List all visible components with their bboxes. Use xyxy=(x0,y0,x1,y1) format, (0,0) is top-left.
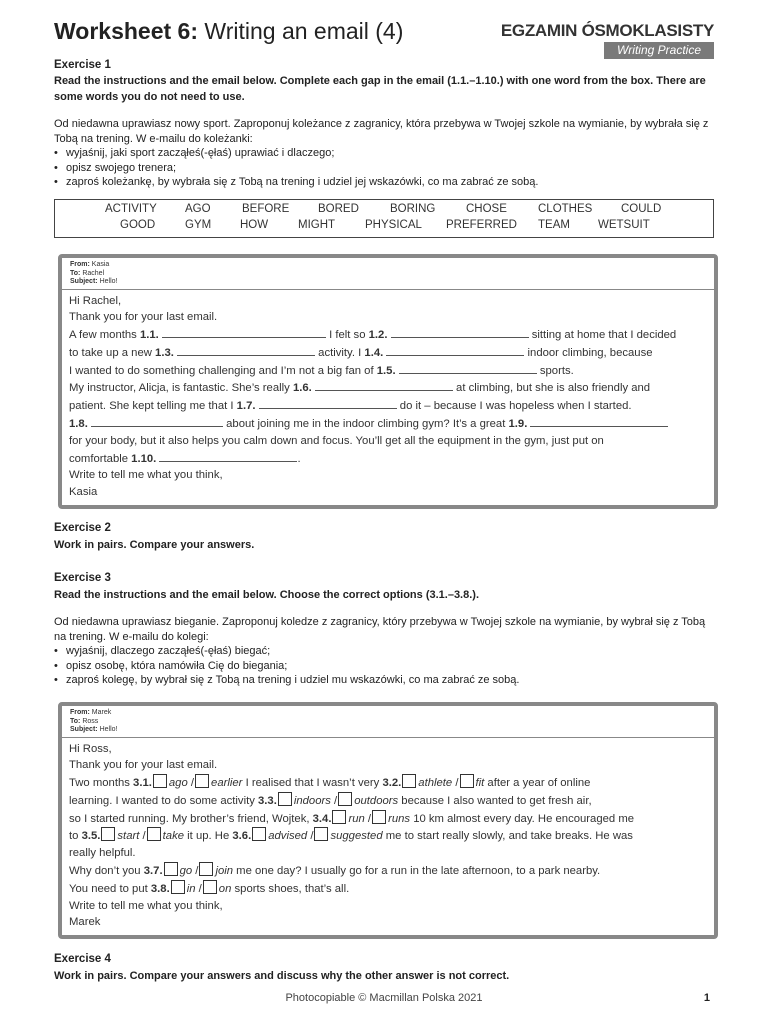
task-bullet: • opisz swojego trenera; xyxy=(54,161,714,176)
answer-gap[interactable] xyxy=(159,450,297,462)
answer-gap[interactable] xyxy=(177,344,315,356)
answer-gap[interactable] xyxy=(259,397,397,409)
email-header: From: Kasia To: Rachel Subject: Hello! xyxy=(62,258,714,290)
option-checkbox[interactable] xyxy=(372,810,386,824)
option-checkbox[interactable] xyxy=(314,827,328,841)
exercise-2-instruction: Work in pairs. Compare your answers. xyxy=(54,539,255,551)
task-bullet: • wyjaśnij, dlaczego zacząłeś(-ęłaś) biegać; xyxy=(54,644,714,659)
answer-gap[interactable] xyxy=(391,326,529,338)
option-checkbox[interactable] xyxy=(101,827,115,841)
option-checkbox[interactable] xyxy=(164,862,178,876)
word: AGO xyxy=(185,203,211,215)
exam-brand: EGZAMIN ÓSMOKLASISTY xyxy=(500,21,714,40)
option-checkbox[interactable] xyxy=(460,774,474,788)
exercise-1-task: Od niedawna uprawiasz nowy sport. Zaproponuj koleżance z zagranicy, która przebywa w Twojej szkole na wymianie, by wybrała się z Tobą na trening. W e-mailu do koleżanki: • wyjaśnij, jaki sport zacząłeś(-ęłaś) uprawiać i dlaczego; • opisz swojego trenera; • zaproś koleżankę, by wybrała się z Tobą na trening i udziel jej wskazówki, co ma zabrać ze sobą. xyxy=(54,117,714,190)
brand-subtitle: Writing Practice xyxy=(604,42,714,59)
word: TEAM xyxy=(538,219,570,231)
option-checkbox[interactable] xyxy=(402,774,416,788)
footer-copyright: Photocopiable © Macmillan Polska 2021 xyxy=(285,992,483,1004)
exercise-2-heading: Exercise 2 xyxy=(54,522,111,534)
email-2 xyxy=(58,702,718,939)
option-checkbox[interactable] xyxy=(338,792,352,806)
email-header: From: Marek To: Ross Subject: Hello! xyxy=(62,706,714,738)
email-1 xyxy=(58,254,718,509)
task-bullet: • wyjaśnij, jaki sport zacząłeś(-ęłaś) uprawiać i dlaczego; xyxy=(54,146,714,161)
email-body: Hi Ross, Thank you for your last email. Two months 3.1. ago / earlier I realised that I wasn’t very 3.2. athlete / fit after a year of online learning. I wanted to do some activity 3.3. indoors / outdoors because I also wanted to get fresh air, so I started running. My brother’s friend, Wojtek, 3.4. run / runs 10 km almost every day. He encouraged me to 3.5. start / take it up. He 3.6. advised / suggested me to start really slowly, and take breaks. He was really helpful. Why don’t you 3.7. go / join me one day? I usually go for a run in the late afternoon, to a park nearby. You need to put 3.8. in / on sports shoes, that’s all. Write to tell me what you think, Marek xyxy=(69,742,635,929)
page-title: Worksheet 6: Writing an email (4) xyxy=(54,18,404,44)
word: HOW xyxy=(240,219,269,231)
exercise-4-instruction: Work in pairs. Compare your answers and discuss why the other answer is not correct. xyxy=(54,970,510,982)
option-checkbox[interactable] xyxy=(195,774,209,788)
option-checkbox[interactable] xyxy=(147,827,161,841)
option-checkbox[interactable] xyxy=(199,862,213,876)
page-number: 1 xyxy=(703,992,710,1004)
exercise-4-heading: Exercise 4 xyxy=(54,953,111,965)
option-checkbox[interactable] xyxy=(171,880,185,894)
exercise-3-heading: Exercise 3 xyxy=(54,572,111,584)
word: CLOTHES xyxy=(538,203,593,215)
answer-gap[interactable] xyxy=(530,415,668,427)
exercise-1-instruction: Read the instructions and the email below. Complete each gap in the email (1.1.–1.10.) with one word from the box. There are some words you do not need to use. xyxy=(54,75,706,103)
word: GOOD xyxy=(120,219,156,231)
email-body: Hi Rachel, Thank you for your last email. A few months 1.1. I felt so 1.2. sitting at home that I decided to take up a new 1.3. activity. I 1.4. indoor climbing, because I wanted to do something challenging and I’m not a big fan of 1.5. sports. My instructor, Alicja, is fantastic. She’s really 1.6. at climbing, but she is also friendly and patient. She kept telling me that I 1.7. do it – because I was hopeless when I started. 1.8. about joining me in the indoor climbing gym? It’s a great 1.9. for your body, but it also helps you calm down and focus. You’ll get all the equipment in the gym, just put on comfortable 1.10. . Write to tell me what you think, Kasia xyxy=(69,294,677,499)
word: COULD xyxy=(621,203,662,215)
answer-gap[interactable] xyxy=(386,344,524,356)
answer-gap[interactable] xyxy=(315,379,453,391)
task-bullet: • zaproś kolegę, by wybrał się z Tobą na trening i udziel mu wskazówki, co ma zabrać ze sobą. xyxy=(54,673,714,688)
exercise-3-task: Od niedawna uprawiasz bieganie. Zaproponuj koledze z zagranicy, który przebywa w Twojej szkole na wymianie, by wybrał się z Tobą na trening. W e-mailu do kolegi: • wyjaśnij, dlaczego zacząłeś(-ęłaś) biegać; • opisz osobę, która namówiła Cię do biegania; • zaproś kolegę, by wybrał się z Tobą na trening i udziel mu wskazówki, co ma zabrać ze sobą. xyxy=(54,615,714,688)
task-bullet: • opisz osobę, która namówiła Cię do biegania; xyxy=(54,659,714,674)
option-checkbox[interactable] xyxy=(332,810,346,824)
word: ACTIVITY xyxy=(105,203,157,215)
word: PHYSICAL xyxy=(365,219,422,231)
word: CHOSE xyxy=(466,203,507,215)
answer-gap[interactable] xyxy=(91,415,223,427)
exercise-3-instruction: Read the instructions and the email below. Choose the correct options (3.1.–3.8.). xyxy=(54,589,480,601)
word: BEFORE xyxy=(242,203,290,215)
option-checkbox[interactable] xyxy=(153,774,167,788)
answer-gap[interactable] xyxy=(399,362,537,374)
word: PREFERRED xyxy=(446,219,517,231)
option-checkbox[interactable] xyxy=(203,880,217,894)
task-bullet: • zaproś koleżankę, by wybrała się z Tobą na trening i udziel jej wskazówki, co ma zabrać ze sobą. xyxy=(54,175,714,190)
word-box xyxy=(54,199,714,238)
word: WETSUIT xyxy=(598,219,650,231)
word: BORED xyxy=(318,203,359,215)
option-checkbox[interactable] xyxy=(278,792,292,806)
word: MIGHT xyxy=(298,219,336,231)
answer-gap[interactable] xyxy=(162,326,326,338)
word: GYM xyxy=(185,219,212,231)
option-checkbox[interactable] xyxy=(252,827,266,841)
exercise-1-heading: Exercise 1 xyxy=(54,59,111,71)
word: BORING xyxy=(390,203,436,215)
